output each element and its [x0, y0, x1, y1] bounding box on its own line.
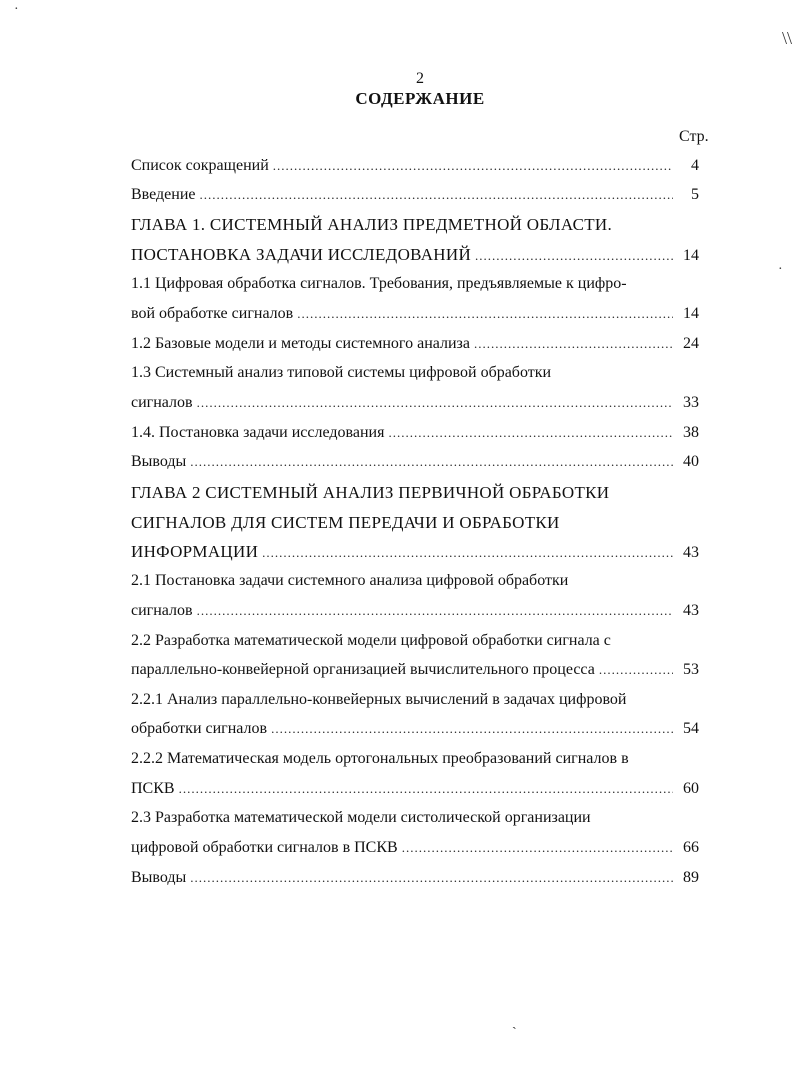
toc-entry [131, 305, 699, 327]
toc-leader-dots [190, 454, 673, 470]
toc-entry-text: ПСКВ [131, 780, 175, 797]
scan-mark: \\ [782, 28, 793, 48]
toc-entry [131, 750, 699, 772]
toc-leader-dots [297, 306, 673, 322]
toc-entry-page: 4 [691, 157, 699, 174]
toc-entry-page: 60 [683, 780, 699, 797]
toc-entry [131, 335, 699, 357]
toc-entry [131, 780, 699, 802]
toc-entry [131, 424, 699, 446]
toc-entry-page: 14 [683, 247, 699, 264]
toc-leader-dots [197, 603, 673, 619]
toc-entry [131, 186, 699, 208]
toc-entry [131, 839, 699, 861]
toc-entry [131, 809, 699, 831]
toc-entry-text: ГЛАВА 1. СИСТЕМНЫЙ АНАЛИЗ ПРЕДМЕТНОЙ ОБЛАСТИ. [131, 215, 613, 234]
toc-entry [131, 602, 699, 624]
toc-entry-page: 53 [683, 661, 699, 678]
toc-entry-page: 43 [683, 544, 699, 561]
toc-entry-text: 2.1 Постановка задачи системного анализа цифровой обработки [131, 572, 569, 589]
scan-speck: ˎ [512, 1015, 517, 1030]
page-title: СОДЕРЖАНИЕ [355, 89, 485, 108]
toc-leader-dots [475, 248, 673, 264]
toc-entry-text: цифровой обработки сигналов в ПСКВ [131, 839, 398, 856]
toc-leader-dots [402, 840, 673, 856]
toc-entry-text: вой обработке сигналов [131, 305, 294, 322]
toc-entry [131, 275, 699, 297]
toc-entry-text: Введение [131, 186, 196, 203]
toc-entry [131, 215, 699, 237]
toc-entry [131, 632, 699, 654]
toc-entry-text: обработки сигналов [131, 720, 268, 737]
toc-entry-page: 5 [691, 186, 699, 203]
toc-entry-text: Выводы [131, 869, 187, 886]
toc-entry-text: 1.1 Цифровая обработка сигналов. Требования, предъявляемые к цифро- [131, 275, 627, 292]
toc-entry-page: 33 [683, 394, 699, 411]
toc-entry-text: Выводы [131, 453, 187, 470]
toc-entry-text: 2.2.1 Анализ параллельно-конвейерных вычислений в задачах цифровой [131, 691, 627, 708]
toc-leader-dots [599, 662, 673, 678]
toc-entry [131, 720, 699, 742]
toc-entry-text: ПОСТАНОВКА ЗАДАЧИ ИССЛЕДОВАНИЙ [131, 245, 472, 264]
toc-entry-page: 38 [683, 424, 699, 441]
toc-leader-dots [271, 721, 673, 737]
toc-entry-text: параллельно-конвейерной организацией вычислительного процесса [131, 661, 595, 678]
toc-entry [131, 483, 699, 505]
page-column-label: Стр. [679, 128, 709, 145]
toc-entry-text: ГЛАВА 2 СИСТЕМНЫЙ АНАЛИЗ ПЕРВИЧНОЙ ОБРАБОТКИ [131, 483, 610, 502]
toc-leader-dots [179, 781, 673, 797]
toc-entry [131, 453, 699, 475]
toc-entry [131, 691, 699, 713]
toc-leader-dots [200, 187, 674, 203]
toc-entry-text: Список сокращений [131, 157, 269, 174]
toc-entry [131, 572, 699, 594]
toc-entry [131, 869, 699, 891]
toc-entry-page: 43 [683, 602, 699, 619]
toc-entry [131, 157, 699, 179]
toc-entry-text: СИГНАЛОВ ДЛЯ СИСТЕМ ПЕРЕДАЧИ И ОБРАБОТКИ [131, 513, 560, 532]
toc-leader-dots [273, 158, 673, 174]
toc-entry-text: сигналов [131, 394, 193, 411]
toc-entry-page: 24 [683, 335, 699, 352]
toc-entry [131, 542, 699, 564]
toc-entry-page: 14 [683, 305, 699, 322]
toc-leader-dots [388, 425, 673, 441]
toc-entry-text: 2.3 Разработка математической модели систолической организации [131, 809, 591, 826]
toc-entry [131, 394, 699, 416]
toc-entry-text: 2.2.2 Математическая модель ортогональных преобразований сигналов в [131, 750, 629, 767]
toc-entry-page: 89 [683, 869, 699, 886]
toc-entry-page: 54 [683, 720, 699, 737]
toc-entry [131, 245, 699, 267]
toc-entry-page: 40 [683, 453, 699, 470]
toc-entry-page: 66 [683, 839, 699, 856]
toc-entry-text: 1.3 Системный анализ типовой системы цифровой обработки [131, 364, 552, 381]
toc-entry-text: ИНФОРМАЦИИ [131, 542, 259, 561]
toc-leader-dots [262, 545, 673, 561]
toc-entry [131, 364, 699, 386]
toc-entry [131, 661, 699, 683]
toc-entry-text: 2.2 Разработка математической модели цифровой обработки сигнала с [131, 632, 611, 649]
scan-speck: · [14, 2, 19, 17]
toc-entry-text: 1.2 Базовые модели и методы системного анализа [131, 335, 470, 352]
toc-leader-dots [197, 395, 673, 411]
toc-leader-dots [474, 336, 673, 352]
scan-speck: · [778, 262, 783, 277]
toc-entry-text: 1.4. Постановка задачи исследования [131, 424, 385, 441]
toc-entry-text: сигналов [131, 602, 193, 619]
toc-leader-dots [190, 870, 673, 886]
page-number: 2 [416, 70, 424, 87]
toc-entry [131, 513, 699, 535]
